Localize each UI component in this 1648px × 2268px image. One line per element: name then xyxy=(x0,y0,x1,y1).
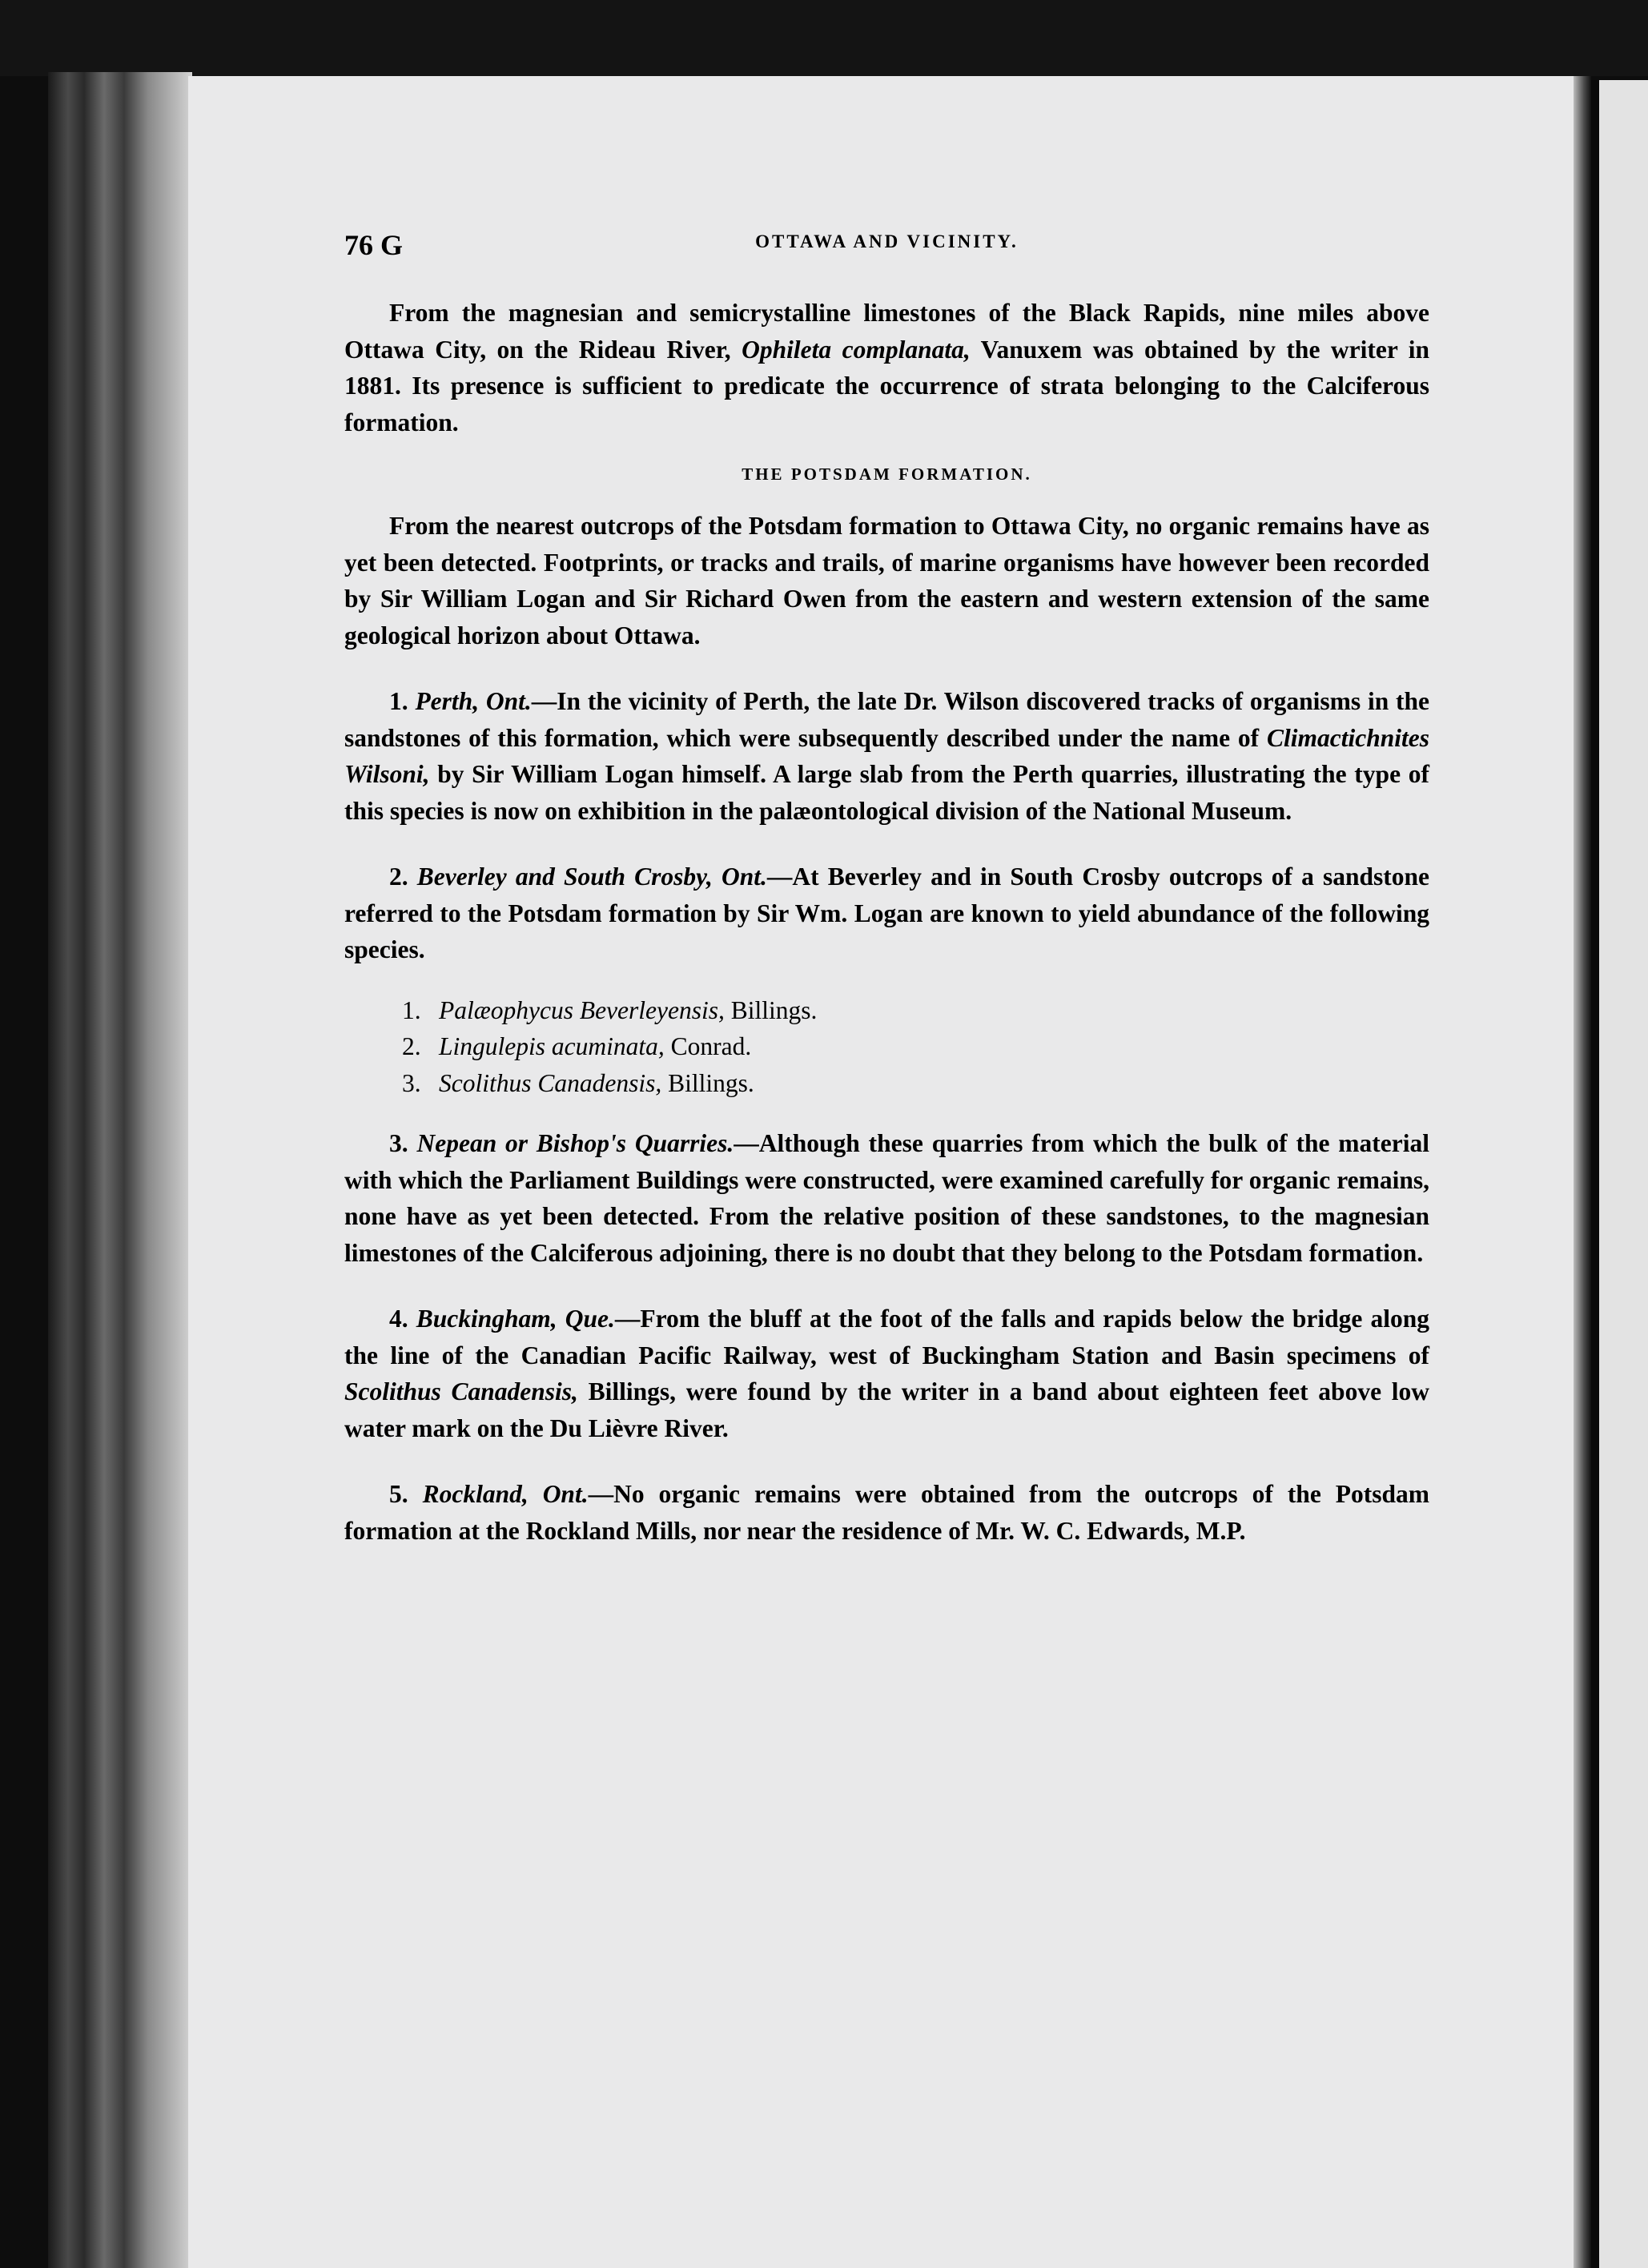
species-name: Palæophycus Beverleyensis, xyxy=(439,995,725,1024)
page-header xyxy=(344,228,1429,260)
page-gutter-shadow xyxy=(1591,80,1599,2268)
page-right-edge xyxy=(1574,76,1591,2268)
locality-name: Beverley and South Crosby, Ont. xyxy=(416,863,767,891)
page-number: 76 G xyxy=(344,229,404,261)
section-lead-paragraph: From the nearest outcrops of the Potsdam formation to Ottawa City, no organic remains have as yet been detected. Footprints, or tracks and trails, of marine organisms have however been recorded by Sir William Logan and Sir Richard Owen from the eastern and western extension of the same geological horizon about Ottawa. xyxy=(344,512,1429,649)
next-page-edge xyxy=(1591,80,1648,2268)
locality-paragraph: 5. Rockland, Ont.—No organic remains were obtained from the outcrops of the Potsdam formation at the Rockland Mills, nor near the residence of Mr. W. C. Edwards, M.P. xyxy=(344,1480,1430,1545)
species-name: Scolithus Canadensis, xyxy=(344,1377,578,1405)
page-body xyxy=(344,295,1429,1549)
running-title: OTTAWA AND VICINITY. xyxy=(755,231,1019,251)
locality-paragraph: 1. Perth, Ont.—In the vicinity of Perth, the late Dr. Wilson discovered tracks of organisms in the sandstones of this formation, which were subsequently described under the name of Climactichnites Wilsoni, by Sir William Logan himself. A large slab from the Perth quarries, illustrating the type of this species is now on exhibition in the palæontological division of the National Museum. xyxy=(344,687,1429,825)
species-list-item: 2. Lingulepis acuminata, Conrad. xyxy=(402,1032,752,1060)
book-binding-edge xyxy=(48,72,192,2268)
species-name: Scolithus Canadensis, xyxy=(439,1068,662,1097)
locality-paragraph: 2. Beverley and South Crosby, Ont.—At Beverley and in South Crosby outcrops of a sandstone referred to the Potsdam formation by Sir Wm. Logan are known to yield abundance of the following species. xyxy=(344,863,1430,963)
locality-name: Perth, Ont. xyxy=(415,687,532,715)
locality-paragraph: 3. Nepean or Bishop's Quarries.—Although these quarries from which the bulk of the material with which the Parliament Buildings were constructed, were examined carefully for organic remains, none have as yet been detected. From the relative position of these sandstones, to the magnesian limestones of the Calciferous adjoining, there is no doubt that they belong to the Potsdam formation. xyxy=(344,1129,1429,1267)
intro-paragraph: From the magnesian and semicrystalline limestones of the Black Rapids, nine miles above Ottawa City, on the Rideau River, Ophileta complanata, Vanuxem was obtained by the writer in 1881. Its presence is sufficient to predicate the occurrence of strata belonging to the Calciferous formation. xyxy=(344,299,1429,436)
section-heading: THE POTSDAM FORMATION. xyxy=(742,464,1032,484)
species-name: Lingulepis acuminata, xyxy=(439,1032,665,1060)
species-name: Climactichnites Wilsoni, xyxy=(344,723,1429,788)
species-list-item: 3. Scolithus Canadensis, Billings. xyxy=(402,1068,754,1097)
locality-name: Buckingham, Que. xyxy=(416,1305,615,1333)
species-name: Ophileta complanata, xyxy=(742,335,971,364)
species-list xyxy=(344,992,1429,1102)
scan-top-border xyxy=(0,0,1648,76)
locality-name: Rockland, Ont. xyxy=(422,1480,589,1508)
locality-name: Nepean or Bishop's Quarries. xyxy=(416,1129,734,1157)
locality-paragraph: 4. Buckingham, Que.—From the bluff at the foot of the falls and rapids below the bridge along the line of the Canadian Pacific Railway, west of Buckingham Station and Basin specimens of Scolithus Canadensis, Billings, were found by the writer in a band about eighteen feet above low water mark on the Du Lièvre River. xyxy=(344,1305,1429,1442)
species-list-item: 1. Palæophycus Beverleyensis, Billings. xyxy=(402,995,818,1024)
